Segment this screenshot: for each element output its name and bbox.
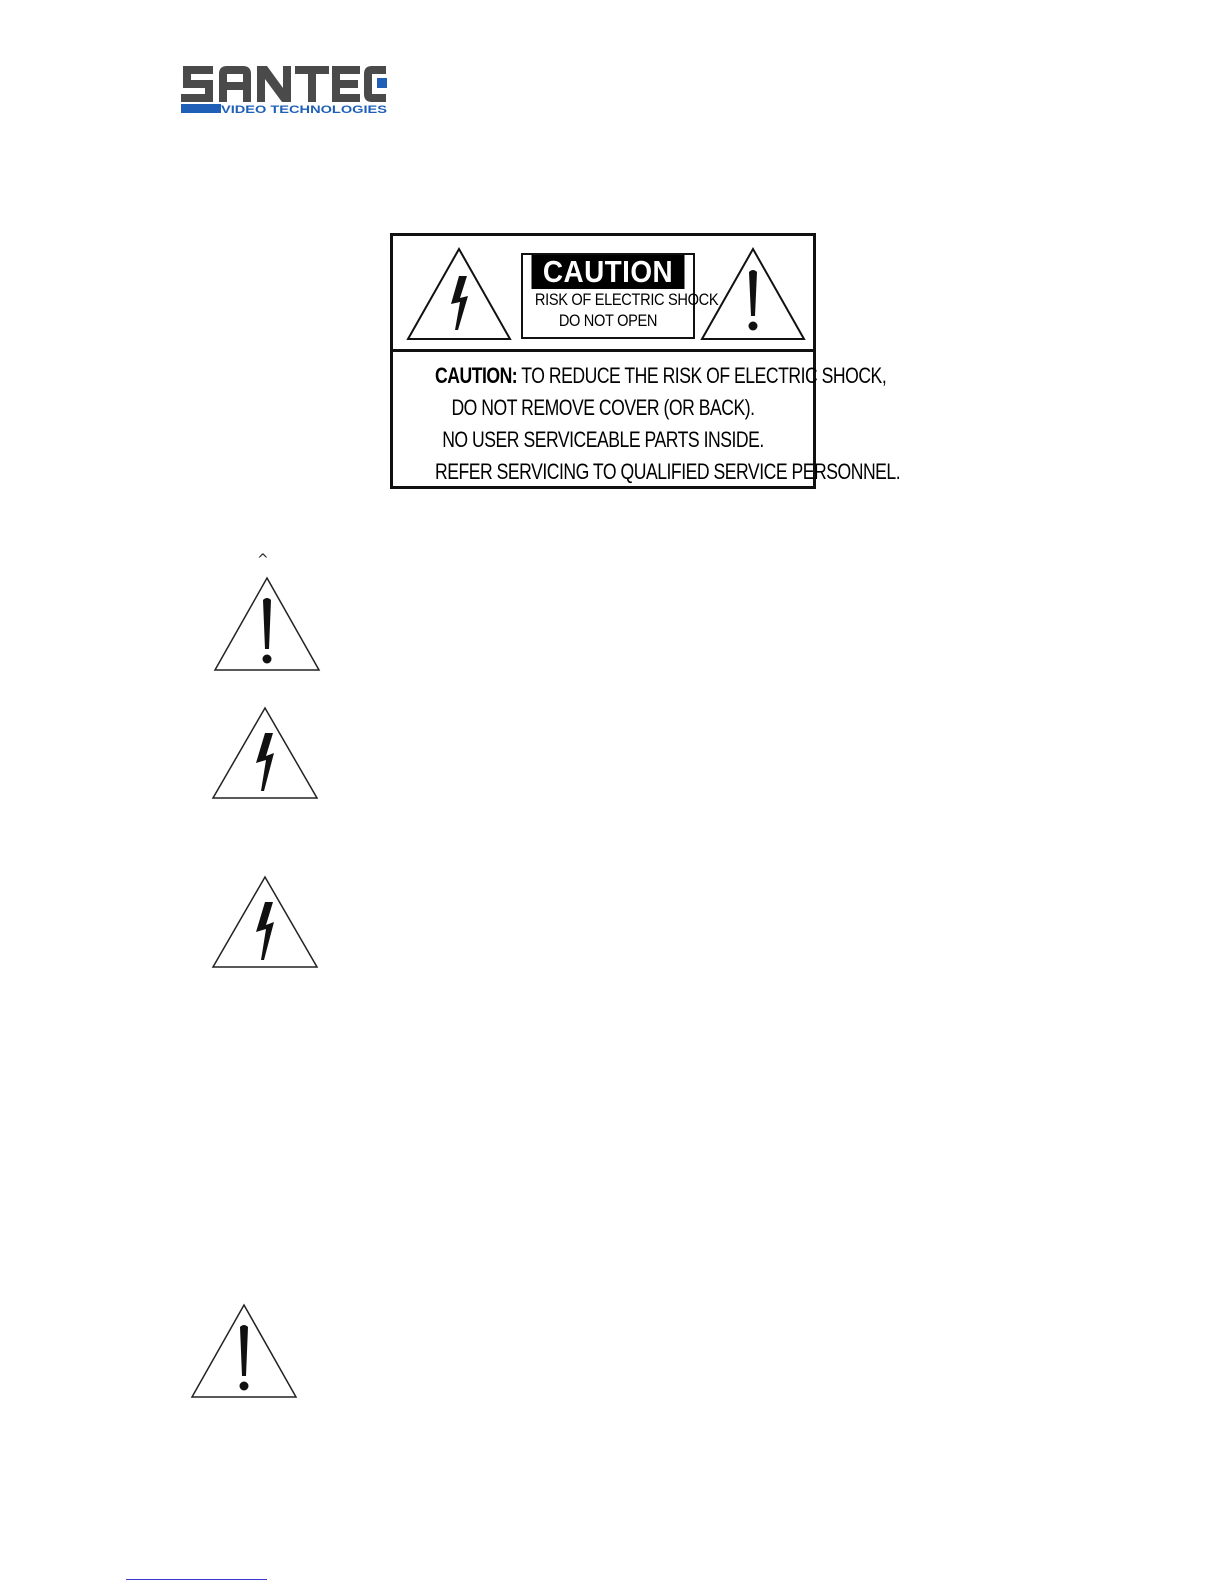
caution-body-bold: CAUTION:	[435, 363, 518, 388]
caution-body-line4: REFER SERVICING TO QUALIFIED SERVICE PERSONNEL.	[435, 459, 901, 484]
caution-subtitle-line2: DO NOT OPEN	[558, 311, 658, 330]
caution-label-body	[393, 352, 901, 486]
exclamation-warning-icon	[212, 575, 322, 678]
caution-title: CAUTION	[532, 255, 685, 289]
exclamation-warning-icon	[699, 246, 807, 347]
caution-body-line1	[435, 360, 887, 392]
lightning-warning-icon	[210, 874, 320, 975]
footnote-separator	[126, 1579, 267, 1580]
caution-label	[390, 233, 901, 489]
exclamation-warning-icon	[189, 1302, 299, 1405]
caution-body-line1-text: TO REDUCE THE RISK OF ELECTRIC SHOCK,	[517, 363, 887, 388]
caret-mark: ^	[257, 552, 269, 568]
lightning-warning-icon	[210, 705, 320, 806]
caution-subtitle-line1: RISK OF ELECTRIC SHOCK	[534, 290, 719, 309]
caution-center-label	[521, 253, 719, 339]
caution-label-top	[393, 236, 813, 352]
caution-body-line2: DO NOT REMOVE COVER (OR BACK).	[451, 395, 755, 420]
caution-body-line3: NO USER SERVICEABLE PARTS INSIDE.	[442, 427, 764, 452]
logo-tagline: VIDEO TECHNOLOGIES	[221, 104, 387, 116]
santec-logo	[181, 58, 387, 116]
santec-logo-graphic	[181, 58, 387, 116]
lightning-warning-icon	[405, 246, 513, 347]
